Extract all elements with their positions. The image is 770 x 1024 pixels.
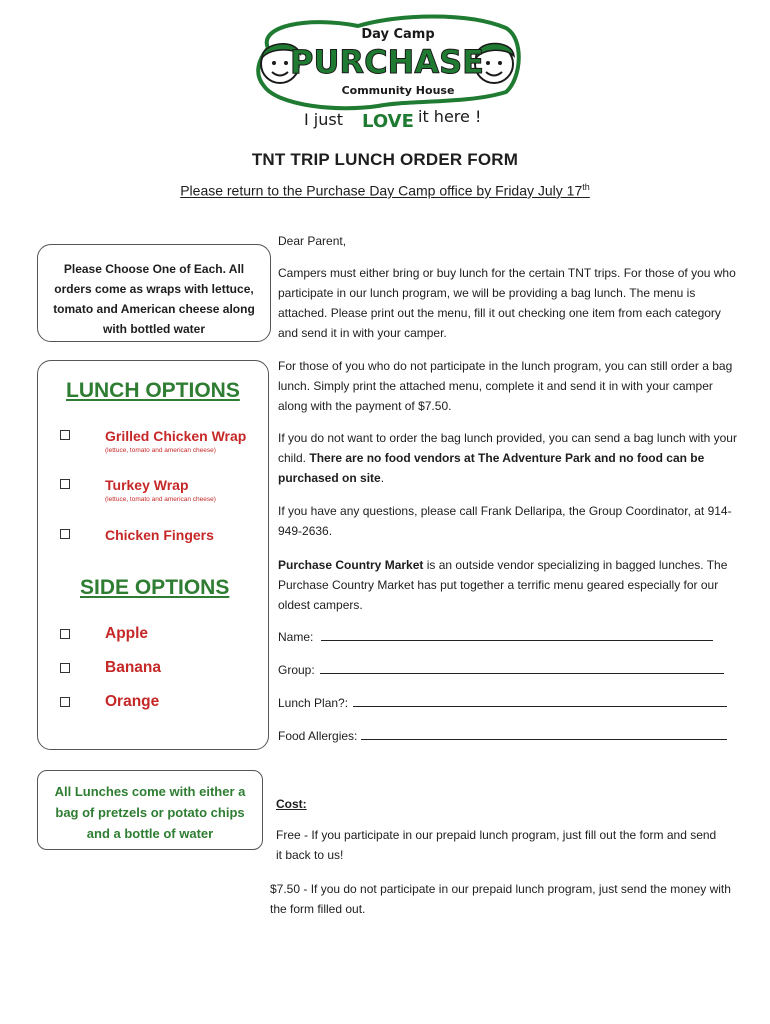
choose-one-box: Please Choose One of Each. All orders come as wraps with lettuce, tomato and American cheese along with bottled water: [37, 244, 271, 342]
logo-sub-text: Community House: [341, 84, 455, 97]
food-allergies-field[interactable]: Food Allergies:: [278, 727, 727, 743]
logo-tagline-3: it here !: [418, 107, 482, 126]
all-lunches-note: All Lunches come with either a bag of pretzels or potato chips and a bottle of water: [37, 770, 263, 850]
checkbox-icon[interactable]: [60, 697, 70, 707]
letter-greeting: Dear Parent,: [278, 234, 347, 248]
lunch-options-heading: LUNCH OPTIONS: [66, 379, 240, 402]
logo-tagline-2: LOVE: [362, 111, 414, 132]
cost-free-text: Free - If you participate in our prepaid lunch program, just fill out the form and send it back to us!: [276, 828, 717, 862]
return-instructions: Please return to the Purchase Day Camp office by Friday July 17th: [180, 182, 590, 199]
checkbox-icon[interactable]: [60, 629, 70, 639]
letter-paragraph-4: If you have any questions, please call Frank Dellaripa, the Group Coordinator, at 914-949-2636.: [278, 504, 732, 538]
group-input-line[interactable]: [320, 661, 724, 674]
name-input-line[interactable]: [321, 628, 713, 641]
side-options-heading: SIDE OPTIONS: [80, 576, 230, 599]
letter-paragraph-3: If you do not want to order the bag lunch provided, you can send a bag lunch with your child. There are no food vendors at The Adventure Park and no food can be purchased on site.: [278, 431, 737, 485]
checkbox-icon[interactable]: [60, 663, 70, 673]
checkbox-icon[interactable]: [60, 529, 70, 539]
logo-tagline-1: I just: [304, 110, 343, 129]
checkbox-icon[interactable]: [60, 479, 70, 489]
cost-paid-text: $7.50 - If you do not participate in our prepaid lunch program, just send the money with the form filled out.: [270, 882, 731, 916]
camp-logo: [248, 8, 526, 132]
letter-paragraph-1: Campers must either bring or buy lunch for the certain TNT trips. For those of you who participate in our lunch program, we will be providing a bag lunch. The menu is attached. Please print out the menu, fill it out checking one item from each category and send it in with your camper.: [278, 266, 736, 340]
form-title: TNT TRIP LUNCH ORDER FORM: [251, 150, 519, 169]
lunch-plan-field[interactable]: Lunch Plan?:: [278, 694, 727, 710]
lunch-plan-input-line[interactable]: [353, 694, 727, 707]
letter-paragraph-5: Purchase Country Market is an outside vendor specializing in bagged lunches. The Purchase Country Market has put together a terrific menu geared especially for our oldest campers.: [278, 558, 728, 612]
logo-top-text: Day Camp: [361, 27, 435, 42]
options-box: [37, 360, 269, 750]
letter-paragraph-2: For those of you who do not participate in the lunch program, you can still order a bag lunch. Simply print the attached menu, complete it and send it in with your camper along with the payment of $7.50.: [278, 359, 733, 413]
checkbox-icon[interactable]: [60, 430, 70, 440]
group-field[interactable]: Group:: [278, 661, 724, 677]
name-field[interactable]: Name:: [278, 628, 713, 644]
food-allergies-input-line[interactable]: [361, 727, 727, 740]
logo-main-text: PURCHASE: [289, 43, 485, 81]
cost-heading: Cost:: [276, 797, 307, 811]
